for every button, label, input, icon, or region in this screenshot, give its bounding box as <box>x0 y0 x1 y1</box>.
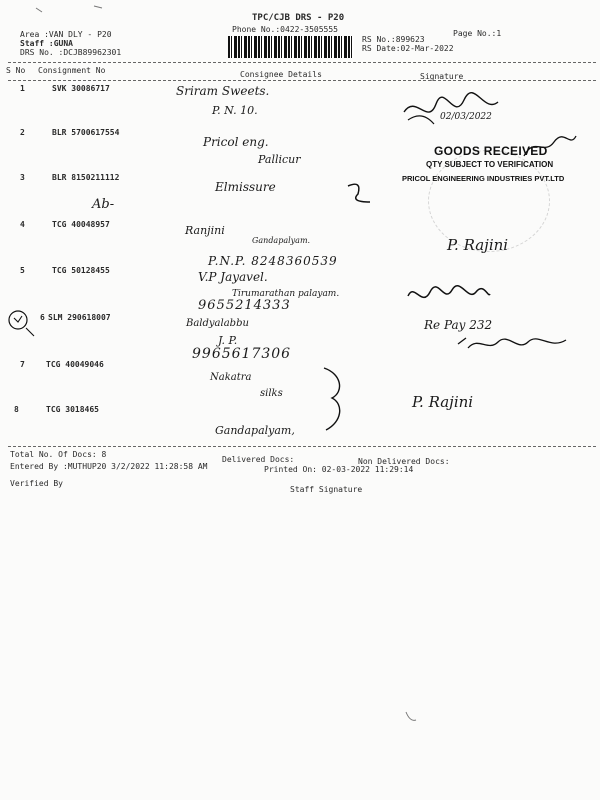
total-docs: Total No. Of Docs: 8 <box>10 450 107 459</box>
staff-label: Staff :GUNA <box>20 39 73 48</box>
row-sno: 3 <box>20 173 25 182</box>
header-rule-bottom <box>8 80 596 81</box>
circled-mark <box>6 306 38 338</box>
stamp-qty-subject: QTY SUBJECT TO VERIFICATION <box>426 160 554 169</box>
row-consignee-line: 9965617306 <box>192 346 292 362</box>
row-consignee-line: Elmissure <box>215 180 276 194</box>
barcode <box>228 36 354 58</box>
row-signature: Re Pay 232 <box>424 318 493 332</box>
printed-on: Printed On: 02-03-2022 11:29:14 <box>264 465 414 474</box>
row-consignee-line: Gandapalyam. <box>252 236 311 245</box>
row-sno: 2 <box>20 128 25 137</box>
row-sno-hidden: 6 <box>40 313 45 322</box>
row-consignee-line: Ranjini <box>185 224 225 237</box>
col-header-consignment: Consignment No <box>38 66 106 75</box>
row-consignee-line: Baldyalabbu <box>186 318 249 329</box>
stray-mark <box>402 708 422 728</box>
row-consignee-line: Nakatra <box>210 372 252 383</box>
entered-by: Entered By :MUTHUP20 3/2/2022 11:28:58 AM <box>10 462 208 471</box>
row-consignment-no: TCG 40048957 <box>52 220 110 229</box>
row-consignee-line: V.P Jayavel. <box>198 270 268 284</box>
rs-date: RS Date:02-Mar-2022 <box>362 44 454 53</box>
row-consignment-no: BLR 5700617554 <box>52 128 120 137</box>
drs-number: DRS No. :DCJB89962301 <box>20 48 122 57</box>
phone-number: Phone No.:0422-3505555 <box>232 25 338 34</box>
signature-scribble <box>404 280 494 310</box>
row-sno: 4 <box>20 220 25 229</box>
row-consignee-line: J. P. <box>218 334 238 347</box>
row-sno: 8 <box>14 405 19 414</box>
row-consignee-line: Pricol eng. <box>203 135 269 149</box>
col-header-signature: Signature <box>420 72 464 81</box>
row-signature: P. Rajini <box>447 236 509 254</box>
row-consignee-line: P. N. 10. <box>212 104 258 117</box>
delivered-docs: Delivered Docs: <box>222 455 295 464</box>
row-consignee-line: Tirumarathan palayam. <box>232 289 340 299</box>
col-header-consignee: Consignee Details <box>240 70 322 79</box>
verified-by: Verified By <box>10 479 63 488</box>
row-consignee-line: 9655214333 <box>198 298 291 313</box>
row-consignee-line: Sriram Sweets. <box>176 84 270 98</box>
row-sno: 1 <box>20 84 25 93</box>
row-consignment-no: TCG 50128455 <box>52 266 110 275</box>
row-sno: 5 <box>20 266 25 275</box>
row-consignment-no: TCG 40049046 <box>46 360 104 369</box>
row-note: Ab- <box>92 197 115 212</box>
non-delivered-docs: Non Delivered Docs: <box>358 457 450 466</box>
area-label: Area :VAN DLY - P20 <box>20 30 112 39</box>
row-consignee-line: Pallicur <box>258 153 301 166</box>
row-consignment-no: BLR 8150211112 <box>52 173 120 182</box>
page-number: Page No.:1 <box>453 29 502 38</box>
header-rule-top <box>8 62 596 63</box>
col-header-sno: S No <box>6 66 26 75</box>
stamp-goods-received: GOODS RECEIVED <box>434 144 548 158</box>
staff-signature: Staff Signature <box>290 485 363 494</box>
stamp-initials-scribble <box>520 132 580 162</box>
row-consignment-no: SVK 30086717 <box>52 84 110 93</box>
row-consignment-no: SLM 290618007 <box>48 313 111 322</box>
row-signature: P. Rajini <box>412 393 474 411</box>
stray-mark <box>30 2 110 18</box>
signature-scribble <box>398 92 508 128</box>
bracket-scribble <box>318 364 352 434</box>
row-sno: 7 <box>20 360 25 369</box>
row-consignee-line: silks <box>260 388 283 399</box>
stamp-company: PRICOL ENGINEERING INDUSTRIES PVT.LTD <box>402 174 565 183</box>
footer-rule <box>8 446 596 447</box>
row-consignment-no: TCG 3018465 <box>46 405 99 414</box>
row-consignee-line: Gandapalyam, <box>215 424 295 437</box>
signature-scribble <box>454 334 574 356</box>
mark-scribble <box>342 180 376 204</box>
row-consignee-line: P.N.P. 8248360539 <box>208 254 338 268</box>
rs-number: RS No.:899623 <box>362 35 425 44</box>
document-title: TPC/CJB DRS - P20 <box>252 13 345 23</box>
row-signature-date: 02/03/2022 <box>440 112 492 122</box>
